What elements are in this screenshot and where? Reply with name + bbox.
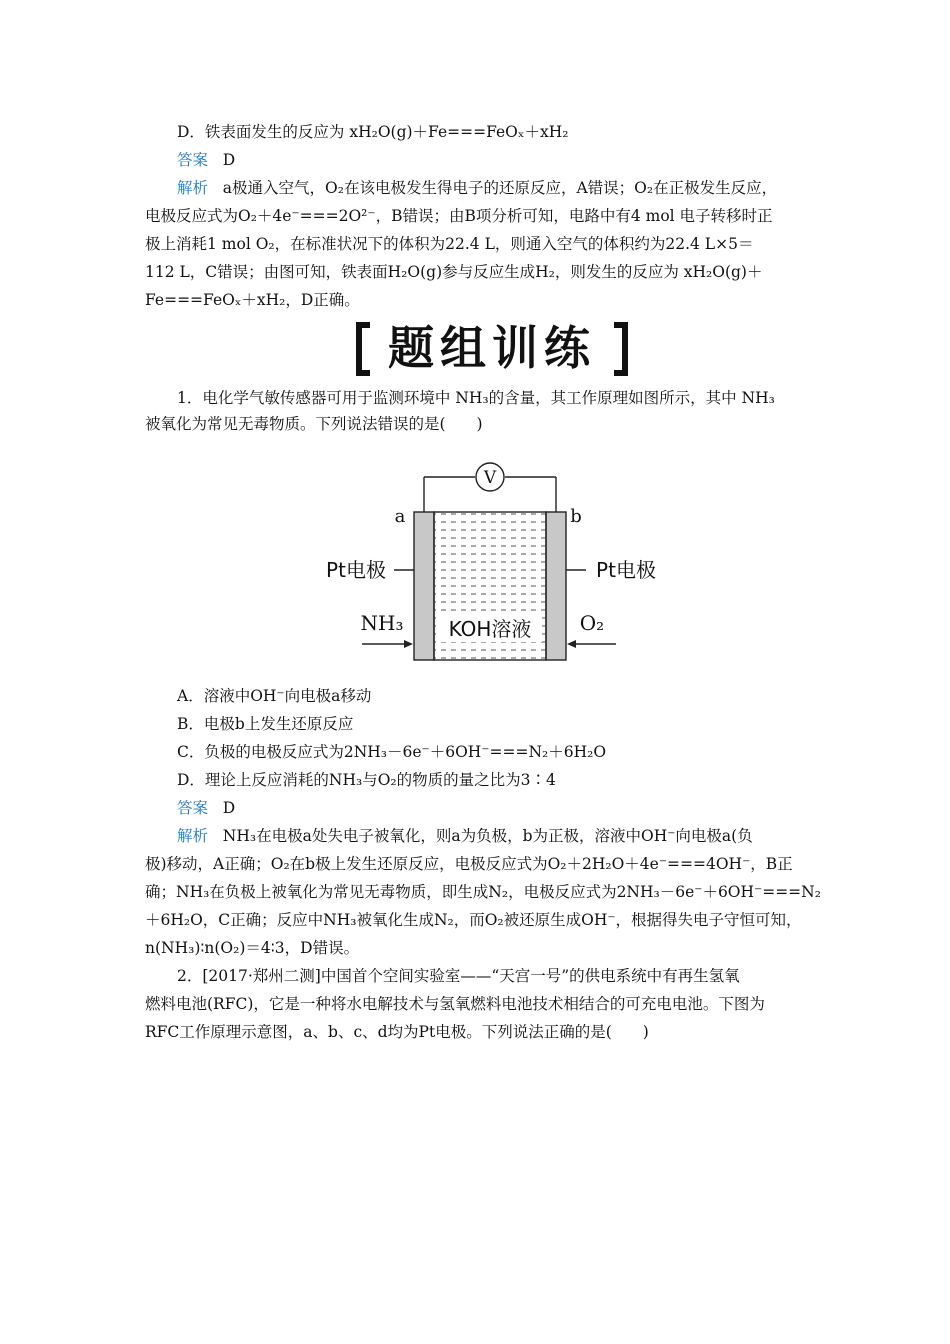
q2-stem-line-2: 燃料电池(RFC)，它是一种将水电解技术与氢氧燃料电池技术相结合的可充电电池。下图为 [145, 995, 765, 1013]
electrode-b [546, 512, 566, 660]
prev-analysis-line-3: 极上消耗1 mol O₂，在标准状况下的体积为22.4 L，则通入空气的体积约为22.4 L×5＝ [145, 235, 754, 253]
q1-analysis-line-1 [177, 826, 817, 846]
q1-stem-line-2: 被氧化为常见无毒物质。下列说法错误的是( ) [145, 415, 483, 433]
analysis-label: 解析 [177, 179, 209, 197]
q1-option-c: C．负极的电极反应式为2NH₃－6e⁻＋6OH⁻===N₂＋6H₂O [177, 743, 607, 761]
q1-analysis-line-4: ＋6H₂O，C正确；反应中NH₃被氧化生成N₂，而O₂被还原生成OH⁻，根据得失电子守恒可知， [145, 911, 802, 929]
q1-option-a: A．溶液中OH⁻向电极a移动 [177, 687, 372, 705]
prev-analysis-line-5: Fe===FeOₓ＋xH₂，D正确。 [145, 291, 360, 309]
q1-analysis-line-5: n(NH₃)∶n(O₂)＝4∶3，D错误。 [145, 939, 360, 957]
sensor-diagram [310, 446, 678, 678]
q1-option-b: B．电极b上发生还原反应 [177, 715, 354, 733]
answer-label: 答案 [177, 799, 209, 817]
q1-stem-line-1: 1．电化学气敏传感器可用于监测环境中 NH₃的含量，其工作原理如图所示，其中 NH₃ [177, 389, 775, 407]
right-electrode-label: Pt电极 [596, 558, 656, 582]
q2-stem-line-1: 2．[2017·郑州二测]中国首个空间实验室——“天宫一号”的供电系统中有再生氢氧 [177, 967, 740, 985]
left-electrode-label: Pt电极 [326, 558, 386, 582]
terminal-a-label: a [394, 506, 406, 527]
analysis-text: NH₃在电极a处失电子被氧化，则a为负极，b为正极，溶液中OH⁻向电极a(负 [222, 827, 753, 845]
terminal-b-label: b [570, 506, 582, 527]
answer-value: D [222, 151, 236, 169]
analysis-text: a极通入空气，O₂在该电极发生得电子的还原反应，A错误；O₂在正极发生反应， [222, 179, 778, 197]
voltmeter-label: V [483, 468, 497, 488]
prev-analysis-line-2: 电极反应式为O₂＋4e⁻===2O²⁻，B错误；由B项分析可知，电路中有4 mol 电子转移时正 [145, 207, 773, 225]
right-gas-label: O₂ [579, 611, 605, 635]
q1-analysis-line-2: 极)移动，A正确；O₂在b极上发生还原反应，电极反应式为O₂＋2H₂O＋4e⁻===4OH⁻，B正 [145, 855, 793, 873]
q1-answer [177, 798, 817, 818]
q1-option-d: D．理论上反应消耗的NH₃与O₂的物质的量之比为3∶4 [177, 771, 556, 789]
left-gas-arrow [362, 640, 413, 648]
q2-stem-line-3: RFC工作原理示意图，a、b、c、d均为Pt电极。下列说法正确的是( ) [145, 1023, 649, 1041]
electrode-a [414, 512, 434, 660]
section-title-text: 题组训练 [388, 321, 596, 375]
answer-value: D [222, 799, 236, 817]
analysis-label: 解析 [177, 827, 209, 845]
prev-option-d: D．铁表面发生的反应为 xH₂O(g)＋Fe===FeOₓ＋xH₂ [177, 123, 569, 141]
right-gas-arrow [567, 640, 616, 648]
prev-analysis-line-4: 112 L，C错误；由图可知，铁表面H₂O(g)参与反应生成H₂，则发生的反应为 xH₂O(g)＋ [145, 263, 763, 281]
answer-label: 答案 [177, 151, 209, 169]
q1-analysis-line-3: 确；NH₃在负极上被氧化为常见无毒物质，即生成N₂，电极反应式为2NH₃－6e⁻＋6OH⁻===N₂ [145, 883, 821, 901]
section-title [352, 316, 632, 382]
prev-answer [177, 150, 817, 170]
solution-label: KOH溶液 [448, 617, 532, 641]
prev-analysis-line-1 [177, 178, 817, 198]
left-gas-label: NH₃ [360, 611, 404, 635]
